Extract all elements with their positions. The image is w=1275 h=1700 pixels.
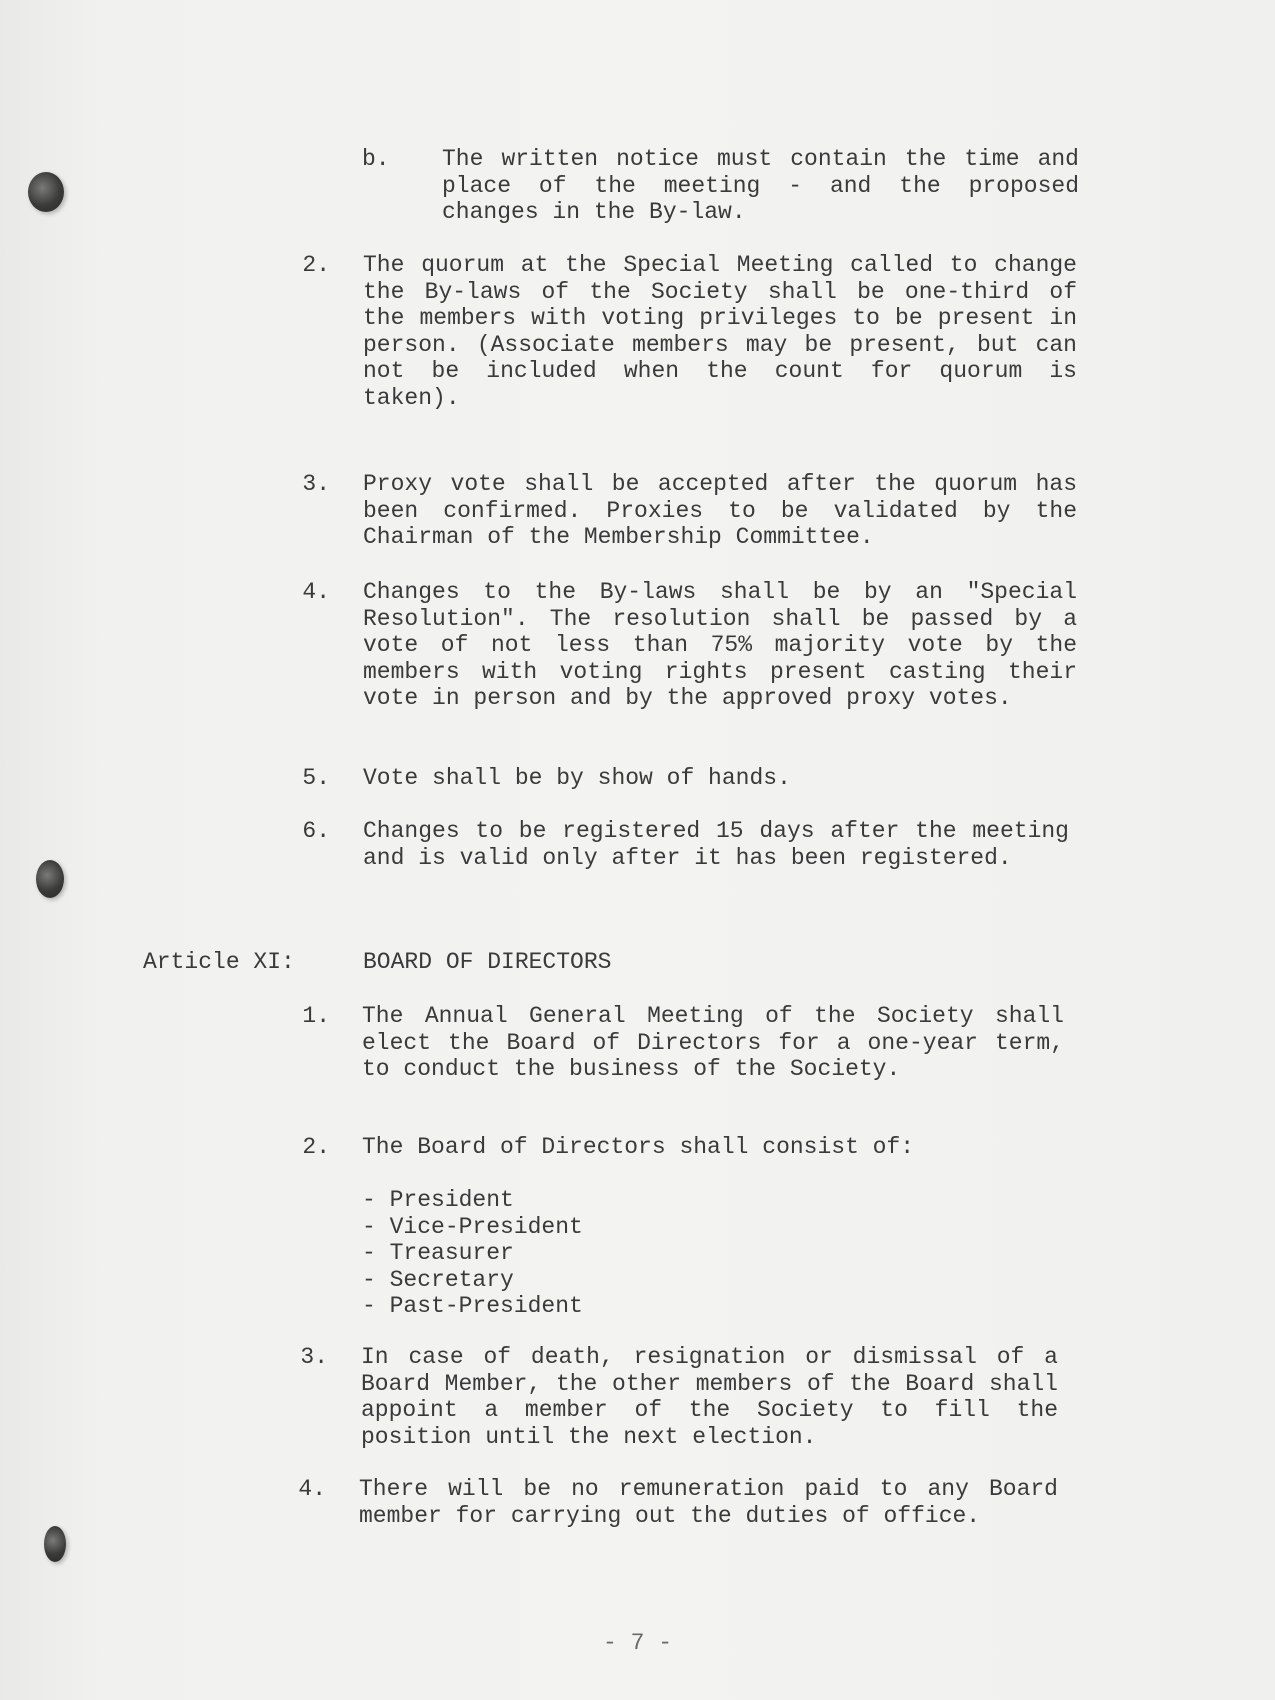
- item-number: 4.: [302, 579, 330, 605]
- article-title: BOARD OF DIRECTORS: [363, 949, 612, 975]
- item-text: The Board of Directors shall consist of:: [362, 1134, 915, 1160]
- intro-item-label: b.: [362, 146, 390, 172]
- punch-hole-bottom: [44, 1526, 66, 1562]
- item-text: Changes to the By-laws shall be by an "Special Resolution". The resolution shall be passed by a vote of not less than 75% majority vote by the members with voting rights present casting their vote in person and by the approved proxy votes.: [363, 579, 1077, 711]
- item-text: Changes to be registered 15 days after the meeting and is valid only after it has been registered.: [363, 818, 1069, 871]
- item-number: 6.: [302, 818, 330, 844]
- item-number: 2.: [302, 252, 330, 278]
- officer-list-item: - President: [362, 1187, 514, 1213]
- officer-list-item: - Vice-President: [362, 1213, 583, 1240]
- officer-list-item: - Secretary: [362, 1266, 514, 1293]
- item-number: 3.: [300, 1344, 328, 1370]
- item-number: 4.: [298, 1476, 326, 1502]
- item-text: In case of death, resignation or dismissal of a Board Member, the other members of the Board shall appoint a member of the Society to fill the position until the next election.: [361, 1344, 1058, 1450]
- item-text: There will be no remuneration paid to any Board member for carrying out the duties of office.: [359, 1476, 1058, 1529]
- item-number: 5.: [302, 765, 330, 791]
- officer-list-item: - Treasurer: [362, 1240, 514, 1266]
- punch-hole-top: [28, 172, 64, 212]
- item-text: Vote shall be by show of hands.: [363, 765, 791, 791]
- item-text: The Annual General Meeting of the Society shall elect the Board of Directors for a one-year term, to conduct the business of the Society.: [362, 1003, 1064, 1082]
- item-number: 2.: [302, 1134, 330, 1160]
- punch-hole-middle: [36, 860, 64, 898]
- officer-list-item: - Past-President: [362, 1293, 583, 1319]
- item-number: 3.: [302, 471, 330, 497]
- article-label: Article XI:: [143, 949, 295, 975]
- item-text: The quorum at the Special Meeting called to change the By-laws of the Society shall be one-third of the members with voting privileges to be present in person. (Associate members may be present, but can not be included when the count for quorum is taken).: [363, 252, 1077, 411]
- officer-list: [362, 1187, 583, 1320]
- item-number: 1.: [302, 1003, 330, 1029]
- page-number: - 7 -: [602, 1630, 672, 1656]
- item-text: Proxy vote shall be accepted after the quorum has been confirmed. Proxies to be validated by the Chairman of the Membership Committee.: [363, 471, 1077, 550]
- intro-item-text: The written notice must contain the time and place of the meeting - and the proposed changes in the By-law.: [442, 146, 1079, 225]
